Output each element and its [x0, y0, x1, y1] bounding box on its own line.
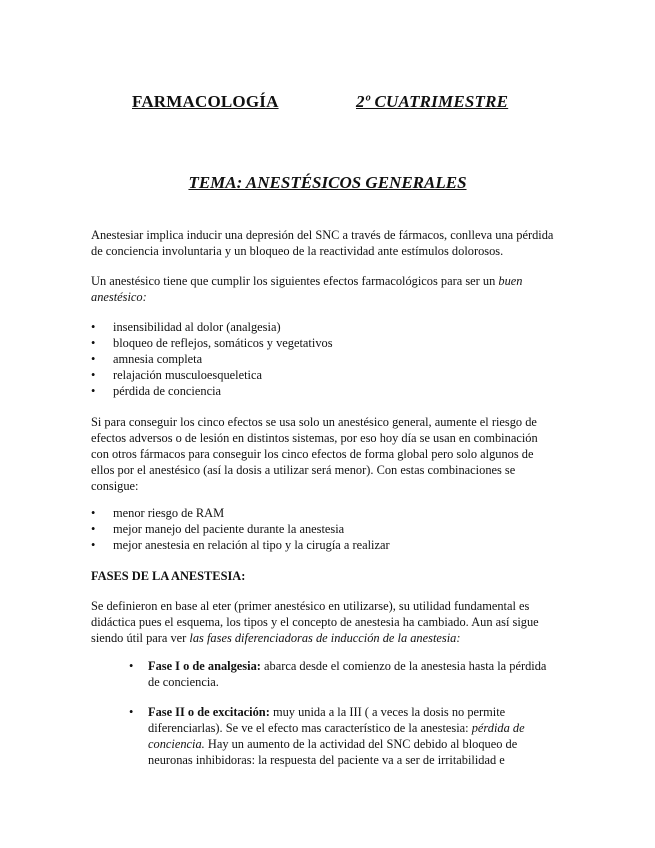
- text-span: muy unida a la III ( a veces la dosis no permite: [272, 705, 506, 719]
- bullet-icon: •: [91, 538, 96, 552]
- text-span: diferenciarlas). Se ve el efecto mas característico de la anestesia:: [148, 721, 469, 735]
- bullet-icon: •: [91, 368, 96, 382]
- text-span: Un anestésico tiene que cumplir los siguientes efectos farmacológicos para ser un: [91, 274, 496, 288]
- list-item: [91, 335, 581, 351]
- phase-text: [129, 704, 569, 768]
- bullet-icon: •: [129, 659, 134, 673]
- phases-intro-paragraph: [91, 598, 581, 646]
- text-line: Se definieron en base al eter (primer anestésico en utilizarse), su utilidad fundamental es: [91, 599, 530, 613]
- bullet-icon: •: [129, 705, 134, 719]
- topic-title: TEMA: ANESTÉSICOS GENERALES: [188, 173, 467, 192]
- text-line: efectos adversos o de lesión en distintos sistemas, por eso hoy día se usan en combinación: [91, 431, 538, 445]
- list-item-text: mejor manejo del paciente durante la anestesia: [113, 522, 345, 536]
- phases-heading: FASES DE LA ANESTESIA:: [91, 569, 246, 583]
- italic-span: buen: [498, 274, 523, 288]
- text-line: de conciencia.: [148, 675, 219, 689]
- bullet-icon: •: [91, 506, 96, 520]
- italic-span: conciencia.: [148, 737, 205, 751]
- text-line: [91, 289, 581, 305]
- list-item-text: amnesia completa: [113, 352, 203, 366]
- bullet-icon: •: [91, 336, 96, 350]
- list-item: [91, 521, 581, 537]
- benefits-list: [91, 505, 581, 553]
- text-line: Anestesiar implica inducir una depresión del SNC a través de fármacos, conlleva una pérdida: [91, 228, 554, 242]
- list-item-text: pérdida de conciencia: [113, 384, 222, 398]
- text-line: didáctica pues el esquema, los tipos y el concepto de anestesia ha cambiado. Aun así sigue: [91, 615, 539, 629]
- list-item: [91, 505, 581, 521]
- intro-paragraph: [91, 227, 581, 259]
- combination-paragraph: [91, 414, 581, 494]
- term-header: 2º CUATRIMESTRE: [356, 92, 509, 111]
- text-span: Hay un aumento de la actividad del SNC debido al bloqueo de: [207, 737, 518, 751]
- text-line: de conciencia involuntaria y un bloqueo de la reactividad ante estímulos dolorosos.: [91, 244, 504, 258]
- effects-list: [91, 319, 581, 399]
- text-line: consigue:: [91, 479, 139, 493]
- text-line: Si para conseguir los cinco efectos se usa solo un anestésico general, aumente el riesgo de: [91, 415, 537, 429]
- list-item-text: bloqueo de reflejos, somáticos y vegetativos: [113, 336, 333, 350]
- text-line: con otros fármacos para conseguir los cinco efectos de forma global pero solo algunos de: [91, 447, 534, 461]
- list-item-text: menor riesgo de RAM: [113, 506, 225, 520]
- bullet-icon: •: [91, 522, 96, 536]
- list-item: [91, 319, 581, 335]
- list-item: [91, 351, 581, 367]
- phase-item: [129, 704, 569, 768]
- bullet-icon: •: [91, 320, 96, 334]
- list-item: [91, 537, 581, 553]
- list-item: [91, 383, 581, 399]
- text-line: ellos por el anestésico (así la dosis a utilizar será menor). Con estas combinaciones se: [91, 463, 516, 477]
- phase-item: [129, 658, 569, 690]
- phase-title: Fase II o de excitación:: [148, 705, 270, 719]
- bullet-icon: •: [91, 384, 96, 398]
- text-line: [91, 630, 581, 646]
- italic-span: las fases diferenciadoras de inducción de la anestesia:: [189, 631, 461, 645]
- list-item-text: relajación musculoesqueletica: [113, 368, 262, 382]
- text-line: [91, 273, 581, 289]
- requirements-paragraph: [91, 273, 581, 305]
- phase-title: Fase I o de analgesia:: [148, 659, 261, 673]
- text-line: neuronas inhibidoras: la respuesta del paciente va a ser de irritabilidad e: [148, 753, 505, 767]
- text-span: siendo útil para ver: [91, 631, 187, 645]
- list-item-text: mejor anestesia en relación al tipo y la cirugía a realizar: [113, 538, 390, 552]
- list-item-text: insensibilidad al dolor (analgesia): [113, 320, 281, 334]
- italic-span: pérdida de: [471, 721, 525, 735]
- list-item: [91, 367, 581, 383]
- phase-text: [129, 658, 569, 690]
- subject-header: FARMACOLOGÍA: [132, 92, 279, 111]
- bullet-icon: •: [91, 352, 96, 366]
- italic-span: anestésico:: [91, 290, 147, 304]
- text-span: abarca desde el comienzo de la anestesia hasta la pérdida: [264, 659, 547, 673]
